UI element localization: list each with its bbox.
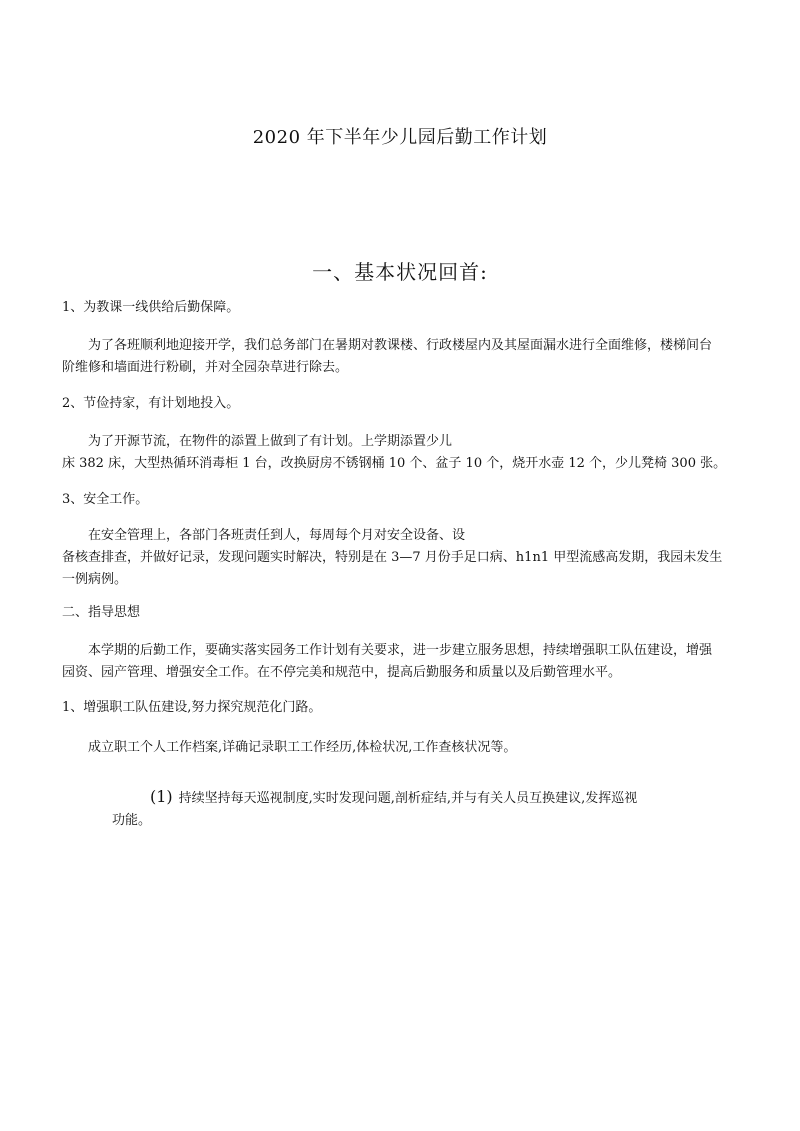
item3-heading: 3、安全工作。 xyxy=(62,492,149,507)
item1-line2: 阶维修和墙面进行粉刷，并对全园杂草进行除去。 xyxy=(62,360,349,375)
item1-paragraph xyxy=(62,335,742,379)
guide-line1: 本学期的后勤工作，要确实落实园务工作计划有关要求，进一步建立服务思想，持续增强职工队伍建设，增强 xyxy=(88,643,713,658)
sub-item-1-line2: 功能。 xyxy=(112,813,152,828)
item2-paragraph xyxy=(62,431,742,475)
item2-line2: 床 382 床，大型热循环消毒柜 1 台，改换厨房不锈钢桶 10 个、盆子 10 个，烧开水壶 12 个，少儿凳椅 300 张。 xyxy=(62,456,727,471)
item3-line1: 在安全管理上，各部门各班责任到人，每周每个月对安全设备、设 xyxy=(88,528,466,543)
sub-item-1-number: (1) xyxy=(150,787,173,806)
plan1-heading: 1、增强职工队伍建设,努力探究规范化门路。 xyxy=(62,700,322,715)
section-two-heading: 二、指导思想 xyxy=(62,605,141,620)
sub-item-1-text: 持续坚持每天巡视制度,实时发现问题,剖析症结,并与有关人员互换建议,发挥巡视 xyxy=(178,791,638,806)
item3-line3: 一例病例。 xyxy=(62,572,128,587)
section-one-heading: 一、基本状况回首: xyxy=(312,260,488,284)
item2-line1: 为了开源节流，在物件的添置上做到了有计划。上学期添置少儿 xyxy=(88,434,453,449)
item2-heading: 2、节俭持家，有计划地投入。 xyxy=(62,396,240,411)
sub-item-1-line1 xyxy=(112,786,712,810)
item3-paragraph xyxy=(62,525,742,591)
item1-heading: 1、为教课一线供给后勤保障。 xyxy=(62,300,240,315)
document-title: 2020 年下半年少儿园后勤工作计划 xyxy=(252,127,548,148)
sub-item-1 xyxy=(112,786,712,832)
guide-paragraph xyxy=(62,640,742,684)
item3-line2: 备核查排查，并做好记录，发现问题实时解决，特别是在 3—7 月份手足口病、h1n1 甲型流感高发期，我园未发生 xyxy=(62,550,723,565)
plan1-paragraph: 成立职工个人工作档案,详确记录职工工作经历,体检状况,工作查核状况等。 xyxy=(88,740,517,755)
guide-line2: 园资、园产管理、增强安全工作。在不停完美和规范中，提高后勤服务和质量以及后勤管理水平。 xyxy=(62,665,622,680)
item1-line1: 为了各班顺利地迎接开学，我们总务部门在暑期对教课楼、行政楼屋内及其屋面漏水进行全面维修，楼梯间台 xyxy=(88,338,713,353)
